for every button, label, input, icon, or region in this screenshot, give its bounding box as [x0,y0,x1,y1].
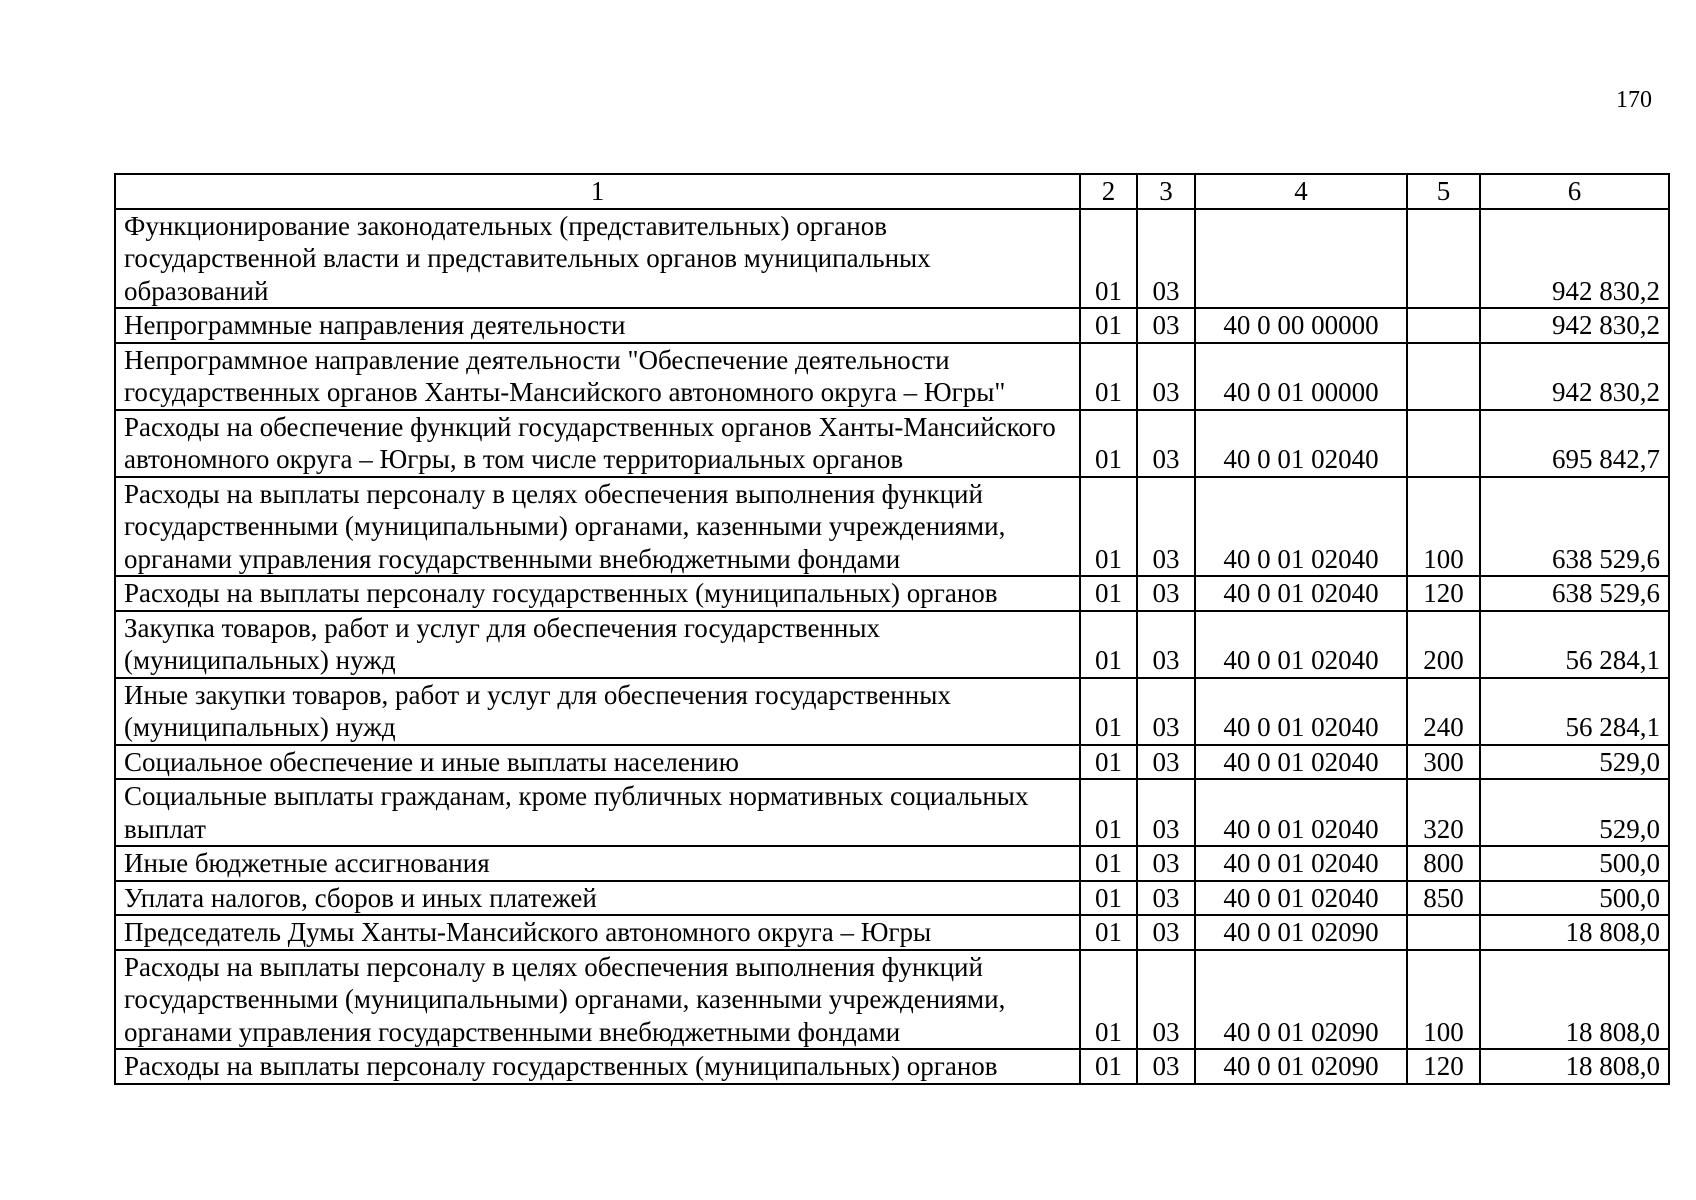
column-header-4: 4 [1195,174,1407,209]
row-expense-type: 120 [1407,576,1480,611]
row-amount: 638 529,6 [1480,576,1669,611]
row-amount: 500,0 [1480,881,1669,916]
column-header-3: 3 [1137,174,1195,209]
row-target-code: 40 0 01 02090 [1195,1049,1407,1084]
row-subsection-code: 03 [1137,950,1195,1050]
table-row [115,745,1669,780]
row-name: Уплата налогов, сборов и иных платежей [115,881,1080,916]
page-number: 170 [1616,87,1652,113]
row-subsection-code: 03 [1137,477,1195,577]
row-amount: 942 830,2 [1480,343,1669,410]
table-row [115,846,1669,881]
row-target-code: 40 0 01 02040 [1195,881,1407,916]
row-expense-type: 320 [1407,779,1480,846]
row-expense-type: 100 [1407,950,1480,1050]
row-expense-type [1407,410,1480,477]
row-section-code: 01 [1080,576,1137,611]
row-name: Расходы на выплаты персоналу в целях обеспечения выполнения функций государственными (муниципальными) органами, казенными учреждениями, органами управления государственными внебюджетными фондами [115,477,1080,577]
row-expense-type: 300 [1407,745,1480,780]
table-row [115,950,1669,1050]
table-row [115,678,1669,745]
row-amount: 18 808,0 [1480,915,1669,950]
row-target-code: 40 0 01 02040 [1195,678,1407,745]
table-row [115,477,1669,577]
row-target-code [1195,209,1407,309]
row-amount: 942 830,2 [1480,308,1669,343]
row-section-code: 01 [1080,678,1137,745]
row-expense-type: 200 [1407,611,1480,678]
row-expense-type [1407,209,1480,309]
row-subsection-code: 03 [1137,846,1195,881]
row-name: Социальное обеспечение и иные выплаты населению [115,745,1080,780]
row-section-code: 01 [1080,915,1137,950]
row-target-code: 40 0 01 00000 [1195,343,1407,410]
row-section-code: 01 [1080,779,1137,846]
row-subsection-code: 03 [1137,343,1195,410]
row-subsection-code: 03 [1137,308,1195,343]
row-target-code: 40 0 01 02040 [1195,846,1407,881]
row-section-code: 01 [1080,881,1137,916]
row-section-code: 01 [1080,745,1137,780]
row-subsection-code: 03 [1137,745,1195,780]
row-target-code: 40 0 01 02090 [1195,950,1407,1050]
row-amount: 695 842,7 [1480,410,1669,477]
row-name: Расходы на выплаты персоналу государственных (муниципальных) органов [115,1049,1080,1084]
row-subsection-code: 03 [1137,209,1195,309]
row-subsection-code: 03 [1137,611,1195,678]
row-name: Непрограммное направление деятельности "Обеспечение деятельности государственных органов Ханты-Мансийского автономного округа – Югры" [115,343,1080,410]
row-target-code: 40 0 01 02040 [1195,745,1407,780]
row-name: Непрограммные направления деятельности [115,308,1080,343]
column-header-2: 2 [1080,174,1137,209]
row-section-code: 01 [1080,611,1137,678]
row-subsection-code: 03 [1137,410,1195,477]
row-target-code: 40 0 01 02040 [1195,410,1407,477]
table-row [115,308,1669,343]
budget-table [114,173,1670,1085]
row-target-code: 40 0 01 02040 [1195,779,1407,846]
table-row [115,576,1669,611]
row-expense-type [1407,915,1480,950]
row-amount: 18 808,0 [1480,1049,1669,1084]
column-header-5: 5 [1407,174,1480,209]
row-subsection-code: 03 [1137,779,1195,846]
row-name: Иные закупки товаров, работ и услуг для обеспечения государственных (муниципальных) нужд [115,678,1080,745]
row-section-code: 01 [1080,410,1137,477]
table-row [115,1049,1669,1084]
row-name: Расходы на выплаты персоналу государственных (муниципальных) органов [115,576,1080,611]
row-name: Закупка товаров, работ и услуг для обеспечения государственных (муниципальных) нужд [115,611,1080,678]
row-target-code: 40 0 01 02040 [1195,576,1407,611]
row-name: Социальные выплаты гражданам, кроме публичных нормативных социальных выплат [115,779,1080,846]
row-target-code: 40 0 01 02090 [1195,915,1407,950]
row-name: Расходы на выплаты персоналу в целях обеспечения выполнения функций государственными (муниципальными) органами, казенными учреждениями, органами управления государственными внебюджетными фондами [115,950,1080,1050]
row-expense-type: 850 [1407,881,1480,916]
row-name: Функционирование законодательных (представительных) органов государственной власти и представительных органов муниципальных образований [115,209,1080,309]
row-target-code: 40 0 00 00000 [1195,308,1407,343]
row-target-code: 40 0 01 02040 [1195,611,1407,678]
row-name: Иные бюджетные ассигнования [115,846,1080,881]
column-header-1: 1 [115,174,1080,209]
row-amount: 638 529,6 [1480,477,1669,577]
table-row [115,410,1669,477]
table-row [115,611,1669,678]
row-expense-type: 100 [1407,477,1480,577]
table-row [115,209,1669,309]
table-row [115,881,1669,916]
row-subsection-code: 03 [1137,576,1195,611]
row-expense-type: 120 [1407,1049,1480,1084]
row-amount: 18 808,0 [1480,950,1669,1050]
row-expense-type: 800 [1407,846,1480,881]
table-header-row [115,174,1669,209]
row-amount: 529,0 [1480,745,1669,780]
row-amount: 500,0 [1480,846,1669,881]
row-amount: 942 830,2 [1480,209,1669,309]
row-section-code: 01 [1080,343,1137,410]
row-subsection-code: 03 [1137,678,1195,745]
row-section-code: 01 [1080,846,1137,881]
row-section-code: 01 [1080,950,1137,1050]
row-name: Председатель Думы Ханты-Мансийского автономного округа – Югры [115,915,1080,950]
row-amount: 529,0 [1480,779,1669,846]
row-amount: 56 284,1 [1480,611,1669,678]
row-expense-type [1407,308,1480,343]
table-row [115,915,1669,950]
table-row [115,343,1669,410]
row-expense-type: 240 [1407,678,1480,745]
row-subsection-code: 03 [1137,915,1195,950]
row-subsection-code: 03 [1137,1049,1195,1084]
row-section-code: 01 [1080,308,1137,343]
row-expense-type [1407,343,1480,410]
row-section-code: 01 [1080,477,1137,577]
row-subsection-code: 03 [1137,881,1195,916]
row-section-code: 01 [1080,209,1137,309]
row-section-code: 01 [1080,1049,1137,1084]
column-header-6: 6 [1480,174,1669,209]
row-amount: 56 284,1 [1480,678,1669,745]
table-row [115,779,1669,846]
row-target-code: 40 0 01 02040 [1195,477,1407,577]
row-name: Расходы на обеспечение функций государственных органов Ханты-Мансийского автономного округа – Югры, в том числе территориальных органов [115,410,1080,477]
